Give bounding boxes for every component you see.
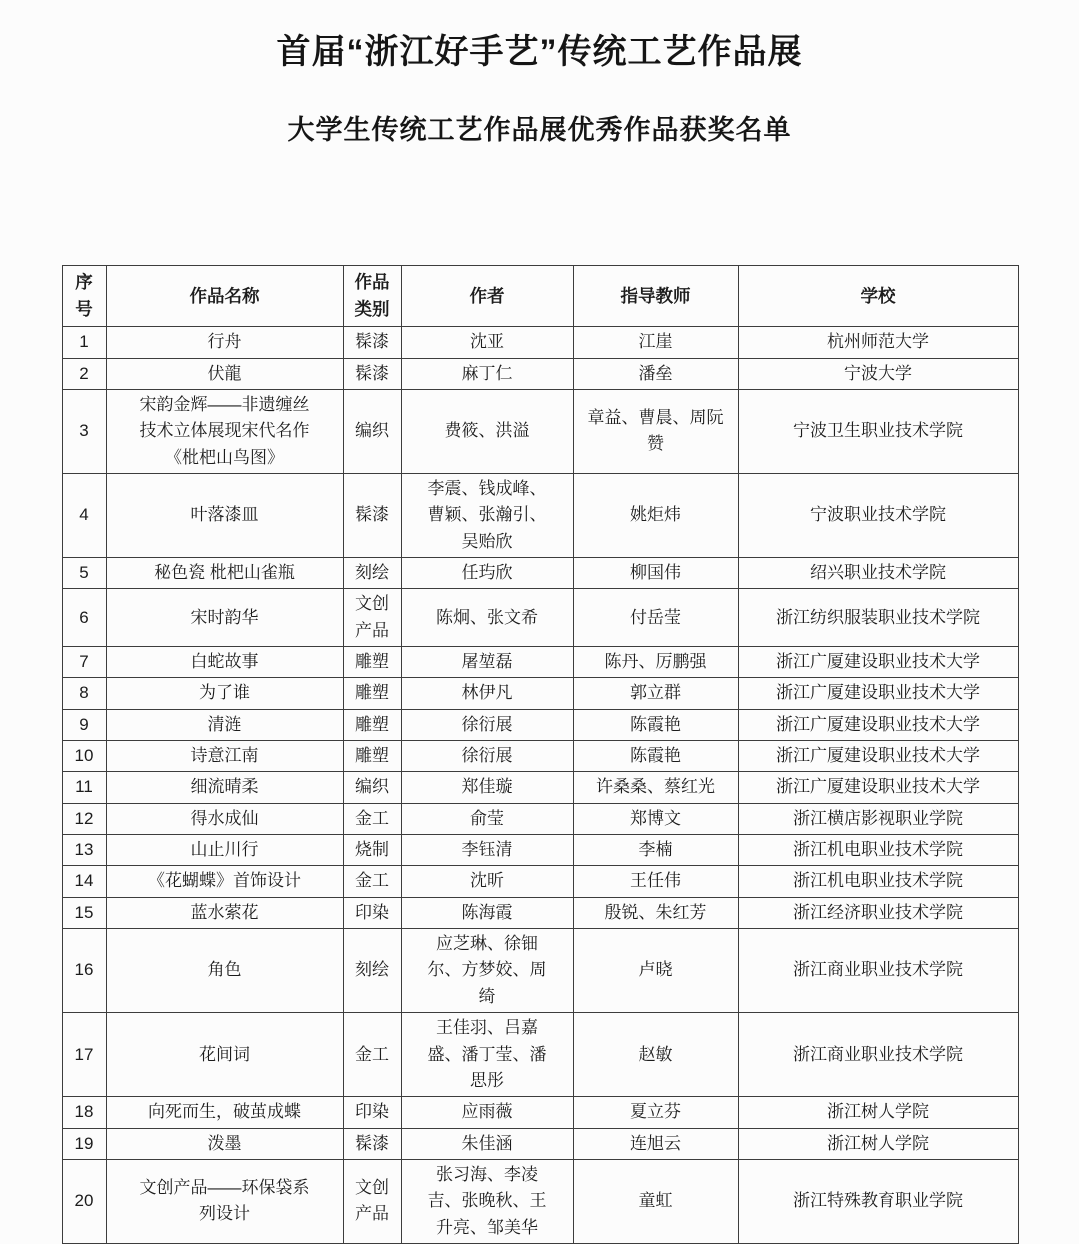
- cell-teachers: 郭立群: [573, 678, 738, 709]
- cell-authors: 陈炯、张文希: [401, 589, 573, 647]
- cell-authors: 任玙欣: [401, 558, 573, 589]
- cell-category: 雕塑: [343, 741, 401, 772]
- cell-category: 编织: [343, 772, 401, 803]
- cell-authors: 徐衍展: [401, 709, 573, 740]
- cell-category: 金工: [343, 866, 401, 897]
- cell-school: 浙江商业职业技术学院: [738, 929, 1018, 1013]
- column-header-no: 序号: [62, 266, 106, 327]
- table-row: [62, 327, 1018, 358]
- cell-name: 向死而生，破茧成蝶: [106, 1097, 343, 1128]
- cell-no: 4: [62, 473, 106, 557]
- cell-authors: 王佳羽、吕嘉盛、潘丁莹、潘思彤: [401, 1013, 573, 1097]
- cell-name: 泼墨: [106, 1128, 343, 1159]
- cell-teachers: 郑博文: [573, 803, 738, 834]
- cell-category: 雕塑: [343, 647, 401, 678]
- cell-no: 9: [62, 709, 106, 740]
- table-row: [62, 589, 1018, 647]
- cell-school: 浙江树人学院: [738, 1097, 1018, 1128]
- cell-teachers: 潘垒: [573, 358, 738, 389]
- cell-authors: 俞莹: [401, 803, 573, 834]
- table-header: [62, 266, 1018, 327]
- cell-name: 细流晴柔: [106, 772, 343, 803]
- cell-name: 文创产品——环保袋系列设计: [106, 1159, 343, 1243]
- cell-teachers: 付岳莹: [573, 589, 738, 647]
- table-row: [62, 929, 1018, 1013]
- cell-teachers: 陈霞艳: [573, 741, 738, 772]
- cell-school: 浙江广厦建设职业技术大学: [738, 772, 1018, 803]
- cell-teachers: 殷锐、朱红芳: [573, 897, 738, 928]
- cell-no: 17: [62, 1013, 106, 1097]
- cell-teachers: 王任伟: [573, 866, 738, 897]
- cell-name: 行舟: [106, 327, 343, 358]
- cell-school: 杭州师范大学: [738, 327, 1018, 358]
- cell-authors: 朱佳涵: [401, 1128, 573, 1159]
- cell-teachers: 江崖: [573, 327, 738, 358]
- cell-teachers: 许桑桑、蔡红光: [573, 772, 738, 803]
- table-row: [62, 835, 1018, 866]
- cell-authors: 李钰清: [401, 835, 573, 866]
- cell-category: 刻绘: [343, 929, 401, 1013]
- cell-authors: 费筱、洪溢: [401, 389, 573, 473]
- cell-name: 秘色瓷 枇杷山雀瓶: [106, 558, 343, 589]
- cell-school: 浙江广厦建设职业技术大学: [738, 678, 1018, 709]
- cell-name: 白蛇故事: [106, 647, 343, 678]
- award-table: [62, 265, 1019, 1244]
- cell-category: 金工: [343, 803, 401, 834]
- cell-school: 浙江机电职业技术学院: [738, 866, 1018, 897]
- table-row: [62, 803, 1018, 834]
- table-body: [62, 327, 1018, 1244]
- cell-category: 雕塑: [343, 709, 401, 740]
- cell-no: 12: [62, 803, 106, 834]
- cell-teachers: 陈丹、厉鹏强: [573, 647, 738, 678]
- cell-teachers: 姚炬炜: [573, 473, 738, 557]
- cell-school: 浙江广厦建设职业技术大学: [738, 709, 1018, 740]
- cell-name: 蓝水萦花: [106, 897, 343, 928]
- cell-category: 髹漆: [343, 473, 401, 557]
- cell-name: 诗意江南: [106, 741, 343, 772]
- cell-authors: 屠堃磊: [401, 647, 573, 678]
- document-subtitle: 大学生传统工艺作品展优秀作品获奖名单: [287, 115, 792, 145]
- cell-name: 叶落漆皿: [106, 473, 343, 557]
- document-title: 首届“浙江好手艺”传统工艺作品展: [276, 33, 803, 71]
- cell-authors: 应雨薇: [401, 1097, 573, 1128]
- cell-authors: 陈海霞: [401, 897, 573, 928]
- table-row: [62, 647, 1018, 678]
- cell-school: 浙江树人学院: [738, 1128, 1018, 1159]
- cell-no: 7: [62, 647, 106, 678]
- table-row: [62, 1128, 1018, 1159]
- table-row: [62, 358, 1018, 389]
- cell-school: 浙江经济职业技术学院: [738, 897, 1018, 928]
- table-row: [62, 772, 1018, 803]
- cell-no: 3: [62, 389, 106, 473]
- cell-category: 金工: [343, 1013, 401, 1097]
- table-row: [62, 866, 1018, 897]
- cell-no: 6: [62, 589, 106, 647]
- table-row: [62, 1159, 1018, 1243]
- cell-no: 20: [62, 1159, 106, 1243]
- cell-authors: 郑佳璇: [401, 772, 573, 803]
- cell-authors: 林伊凡: [401, 678, 573, 709]
- cell-teachers: 赵敏: [573, 1013, 738, 1097]
- column-header-teachers: 指导教师: [573, 266, 738, 327]
- cell-teachers: 章益、曹晨、周阮赞: [573, 389, 738, 473]
- cell-teachers: 柳国伟: [573, 558, 738, 589]
- cell-name: 宋韵金辉——非遗缠丝技术立体展现宋代名作《枇杷山鸟图》: [106, 389, 343, 473]
- table-row: [62, 741, 1018, 772]
- cell-teachers: 夏立芬: [573, 1097, 738, 1128]
- table-header-row: [62, 266, 1018, 327]
- table-row: [62, 897, 1018, 928]
- cell-name: 《花蝴蝶》首饰设计: [106, 866, 343, 897]
- table-row: [62, 558, 1018, 589]
- cell-teachers: 陈霞艳: [573, 709, 738, 740]
- cell-school: 浙江广厦建设职业技术大学: [738, 647, 1018, 678]
- cell-name: 清涟: [106, 709, 343, 740]
- cell-school: 浙江横店影视职业学院: [738, 803, 1018, 834]
- cell-school: 宁波卫生职业技术学院: [738, 389, 1018, 473]
- column-header-school: 学校: [738, 266, 1018, 327]
- cell-authors: 张习海、李凌吉、张晚秋、王升亮、邹美华: [401, 1159, 573, 1243]
- cell-no: 5: [62, 558, 106, 589]
- cell-authors: 李震、钱成峰、曹颖、张瀚引、吴贻欣: [401, 473, 573, 557]
- cell-no: 2: [62, 358, 106, 389]
- cell-name: 为了谁: [106, 678, 343, 709]
- cell-teachers: 童虹: [573, 1159, 738, 1243]
- cell-category: 文创产品: [343, 589, 401, 647]
- cell-name: 宋时韵华: [106, 589, 343, 647]
- cell-name: 伏龍: [106, 358, 343, 389]
- cell-school: 宁波大学: [738, 358, 1018, 389]
- cell-name: 花间词: [106, 1013, 343, 1097]
- cell-no: 1: [62, 327, 106, 358]
- cell-category: 髹漆: [343, 358, 401, 389]
- cell-category: 印染: [343, 1097, 401, 1128]
- table-row: [62, 389, 1018, 473]
- cell-category: 烧制: [343, 835, 401, 866]
- cell-no: 16: [62, 929, 106, 1013]
- cell-school: 浙江广厦建设职业技术大学: [738, 741, 1018, 772]
- cell-category: 刻绘: [343, 558, 401, 589]
- cell-school: 宁波职业技术学院: [738, 473, 1018, 557]
- cell-name: 得水成仙: [106, 803, 343, 834]
- cell-school: 浙江纺织服装职业技术学院: [738, 589, 1018, 647]
- table-row: [62, 678, 1018, 709]
- cell-authors: 麻丁仁: [401, 358, 573, 389]
- cell-teachers: 连旭云: [573, 1128, 738, 1159]
- cell-teachers: 李楠: [573, 835, 738, 866]
- cell-authors: 沈亚: [401, 327, 573, 358]
- cell-name: 角色: [106, 929, 343, 1013]
- cell-no: 15: [62, 897, 106, 928]
- cell-no: 18: [62, 1097, 106, 1128]
- cell-authors: 徐衍展: [401, 741, 573, 772]
- cell-category: 编织: [343, 389, 401, 473]
- cell-category: 雕塑: [343, 678, 401, 709]
- column-header-name: 作品名称: [106, 266, 343, 327]
- cell-category: 文创产品: [343, 1159, 401, 1243]
- cell-school: 绍兴职业技术学院: [738, 558, 1018, 589]
- award-table-container: [62, 265, 1018, 1244]
- cell-teachers: 卢晓: [573, 929, 738, 1013]
- cell-category: 印染: [343, 897, 401, 928]
- cell-no: 8: [62, 678, 106, 709]
- table-row: [62, 1013, 1018, 1097]
- cell-category: 髹漆: [343, 1128, 401, 1159]
- cell-authors: 沈昕: [401, 866, 573, 897]
- column-header-authors: 作者: [401, 266, 573, 327]
- column-header-category: 作品类别: [343, 266, 401, 327]
- cell-name: 山止川行: [106, 835, 343, 866]
- table-row: [62, 709, 1018, 740]
- cell-no: 10: [62, 741, 106, 772]
- table-row: [62, 473, 1018, 557]
- cell-no: 19: [62, 1128, 106, 1159]
- cell-category: 髹漆: [343, 327, 401, 358]
- cell-no: 13: [62, 835, 106, 866]
- cell-no: 14: [62, 866, 106, 897]
- cell-school: 浙江商业职业技术学院: [738, 1013, 1018, 1097]
- cell-school: 浙江机电职业技术学院: [738, 835, 1018, 866]
- cell-no: 11: [62, 772, 106, 803]
- cell-authors: 应芝琳、徐钿尔、方梦姣、周绮: [401, 929, 573, 1013]
- table-row: [62, 1097, 1018, 1128]
- cell-school: 浙江特殊教育职业学院: [738, 1159, 1018, 1243]
